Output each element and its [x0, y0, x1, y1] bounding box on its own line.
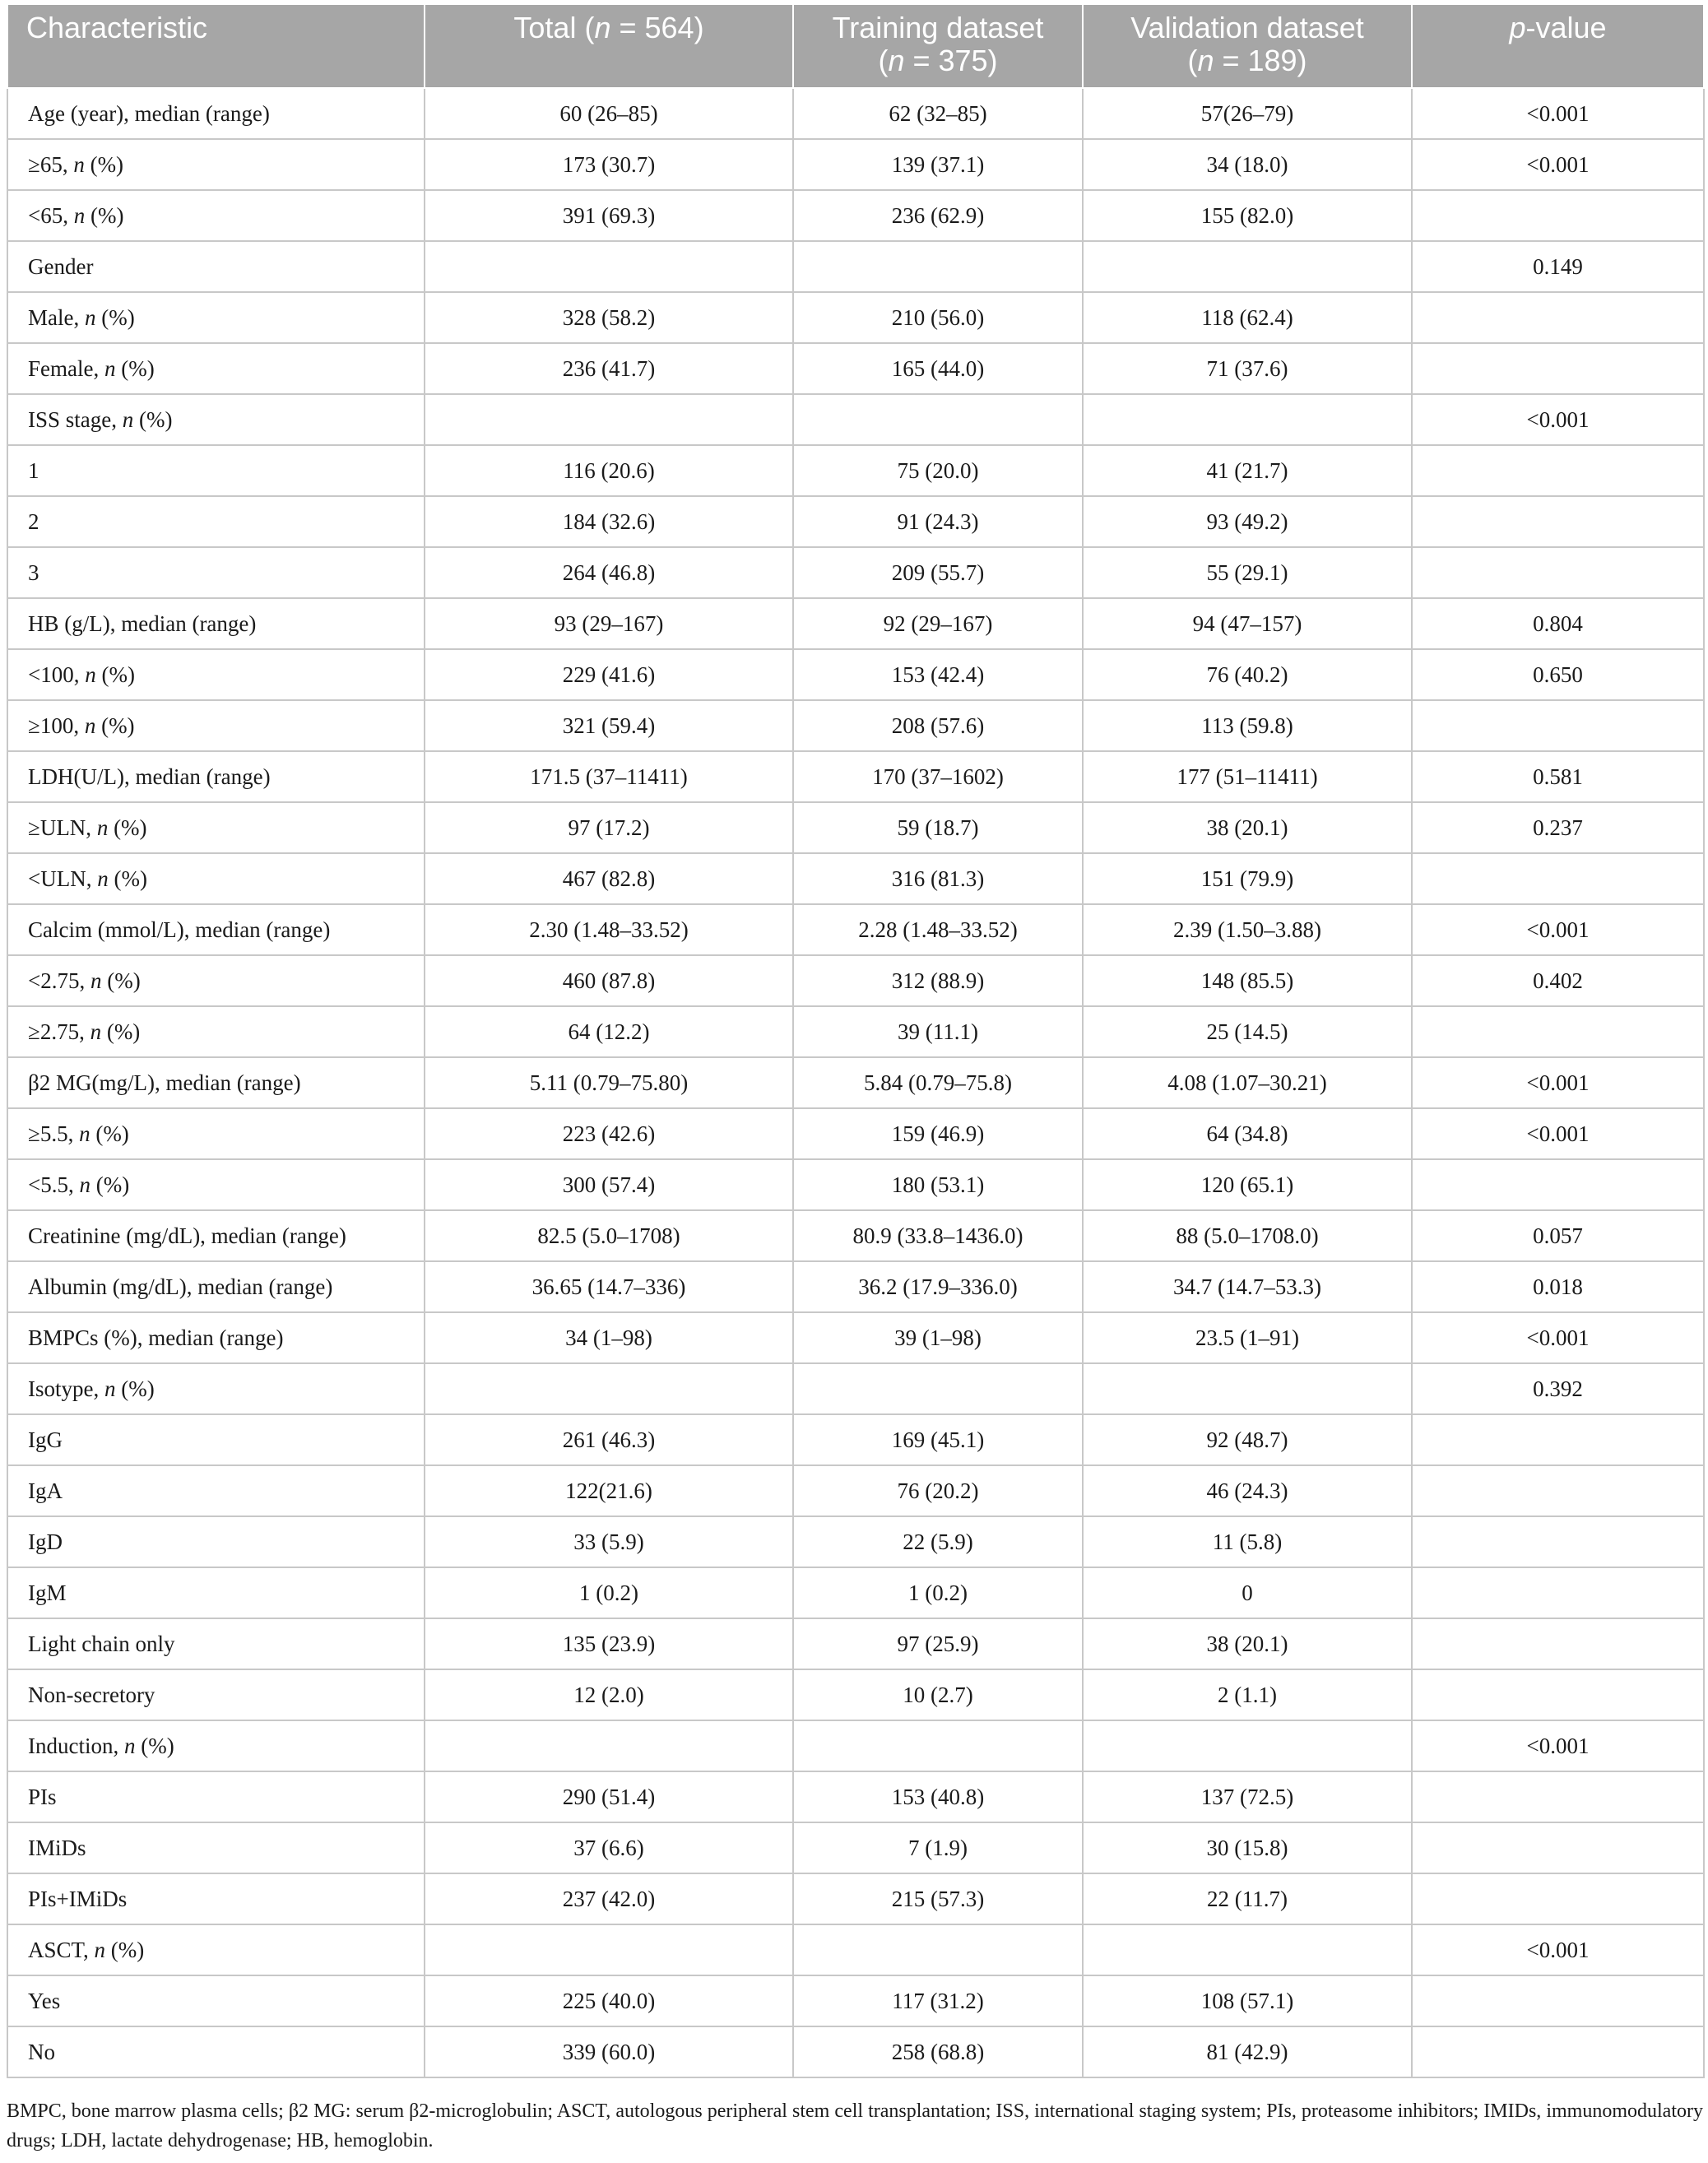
cell-total: 264 (46.8)	[425, 547, 793, 598]
cell-validation: 55 (29.1)	[1083, 547, 1412, 598]
cell-p-value: <0.001	[1412, 1312, 1704, 1363]
cell-characteristic: 3	[7, 547, 425, 598]
cell-total: 64 (12.2)	[425, 1006, 793, 1057]
cell-training	[793, 1924, 1083, 1975]
table-row	[7, 1108, 1704, 1159]
table-body	[7, 88, 1704, 2077]
cell-p-value: 0.057	[1412, 1210, 1704, 1261]
cell-training: 2.28 (1.48–33.52)	[793, 904, 1083, 955]
header-p-value: p-value	[1412, 4, 1704, 88]
cell-total: 5.11 (0.79–75.80)	[425, 1057, 793, 1108]
table-row	[7, 1822, 1704, 1873]
cell-total: 2.30 (1.48–33.52)	[425, 904, 793, 955]
cell-total: 229 (41.6)	[425, 649, 793, 700]
cell-validation: 151 (79.9)	[1083, 853, 1412, 904]
cell-p-value: 0.650	[1412, 649, 1704, 700]
cell-p-value: 0.392	[1412, 1363, 1704, 1414]
cell-validation: 38 (20.1)	[1083, 1618, 1412, 1669]
table-row	[7, 343, 1704, 394]
cell-validation: 4.08 (1.07–30.21)	[1083, 1057, 1412, 1108]
cell-total: 321 (59.4)	[425, 700, 793, 751]
cell-training: 139 (37.1)	[793, 139, 1083, 190]
cell-validation: 71 (37.6)	[1083, 343, 1412, 394]
cell-characteristic: LDH(U/L), median (range)	[7, 751, 425, 802]
table-row	[7, 1159, 1704, 1210]
cell-training: 169 (45.1)	[793, 1414, 1083, 1465]
cell-validation: 137 (72.5)	[1083, 1771, 1412, 1822]
cell-total: 460 (87.8)	[425, 955, 793, 1006]
cell-training: 5.84 (0.79–75.8)	[793, 1057, 1083, 1108]
cell-total: 184 (32.6)	[425, 496, 793, 547]
cell-p-value	[1412, 292, 1704, 343]
cell-training: 7 (1.9)	[793, 1822, 1083, 1873]
cell-total: 290 (51.4)	[425, 1771, 793, 1822]
cell-total: 171.5 (37–11411)	[425, 751, 793, 802]
cell-validation: 41 (21.7)	[1083, 445, 1412, 496]
cell-characteristic: Female, n (%)	[7, 343, 425, 394]
table-row	[7, 1771, 1704, 1822]
cell-training: 117 (31.2)	[793, 1975, 1083, 2026]
cell-training: 316 (81.3)	[793, 853, 1083, 904]
cell-total: 33 (5.9)	[425, 1516, 793, 1567]
cell-characteristic: <5.5, n (%)	[7, 1159, 425, 1210]
cell-validation: 113 (59.8)	[1083, 700, 1412, 751]
cell-characteristic: BMPCs (%), median (range)	[7, 1312, 425, 1363]
cell-training	[793, 1363, 1083, 1414]
cell-validation: 57(26–79)	[1083, 88, 1412, 139]
table-row	[7, 241, 1704, 292]
cell-characteristic: IgD	[7, 1516, 425, 1567]
cell-training: 39 (11.1)	[793, 1006, 1083, 1057]
table-row	[7, 1924, 1704, 1975]
cell-characteristic: Gender	[7, 241, 425, 292]
cell-p-value: <0.001	[1412, 1057, 1704, 1108]
cell-validation: 30 (15.8)	[1083, 1822, 1412, 1873]
cell-characteristic: Creatinine (mg/dL), median (range)	[7, 1210, 425, 1261]
cell-characteristic: Yes	[7, 1975, 425, 2026]
cell-training	[793, 394, 1083, 445]
cell-p-value	[1412, 1669, 1704, 1720]
header-row	[7, 4, 1704, 88]
cell-p-value	[1412, 1873, 1704, 1924]
table-row	[7, 2026, 1704, 2077]
cell-validation: 23.5 (1–91)	[1083, 1312, 1412, 1363]
cell-validation: 94 (47–157)	[1083, 598, 1412, 649]
header-training-dataset: Training dataset (n = 375)	[793, 4, 1083, 88]
table-row	[7, 1414, 1704, 1465]
cell-characteristic: Calcim (mmol/L), median (range)	[7, 904, 425, 955]
cell-p-value: <0.001	[1412, 1108, 1704, 1159]
cell-p-value	[1412, 1822, 1704, 1873]
cell-total: 300 (57.4)	[425, 1159, 793, 1210]
cell-characteristic: Light chain only	[7, 1618, 425, 1669]
characteristics-table-container	[7, 3, 1703, 2078]
table-row	[7, 1618, 1704, 1669]
cell-characteristic: IMiDs	[7, 1822, 425, 1873]
cell-total: 37 (6.6)	[425, 1822, 793, 1873]
cell-validation	[1083, 1924, 1412, 1975]
cell-training: 10 (2.7)	[793, 1669, 1083, 1720]
cell-validation: 92 (48.7)	[1083, 1414, 1412, 1465]
cell-p-value	[1412, 1567, 1704, 1618]
cell-total: 328 (58.2)	[425, 292, 793, 343]
cell-validation: 64 (34.8)	[1083, 1108, 1412, 1159]
cell-total	[425, 1720, 793, 1771]
cell-characteristic: β2 MG(mg/L), median (range)	[7, 1057, 425, 1108]
cell-validation: 88 (5.0–1708.0)	[1083, 1210, 1412, 1261]
table-row	[7, 1975, 1704, 2026]
cell-p-value	[1412, 1006, 1704, 1057]
cell-training: 36.2 (17.9–336.0)	[793, 1261, 1083, 1312]
cell-training: 153 (40.8)	[793, 1771, 1083, 1822]
table-row	[7, 1720, 1704, 1771]
cell-total	[425, 394, 793, 445]
table-row	[7, 394, 1704, 445]
table-row	[7, 700, 1704, 751]
cell-total: 225 (40.0)	[425, 1975, 793, 2026]
cell-validation: 93 (49.2)	[1083, 496, 1412, 547]
cell-training: 159 (46.9)	[793, 1108, 1083, 1159]
cell-p-value	[1412, 1465, 1704, 1516]
cell-training: 180 (53.1)	[793, 1159, 1083, 1210]
cell-training: 153 (42.4)	[793, 649, 1083, 700]
cell-p-value	[1412, 2026, 1704, 2077]
cell-characteristic: No	[7, 2026, 425, 2077]
cell-characteristic: PIs	[7, 1771, 425, 1822]
cell-characteristic: IgG	[7, 1414, 425, 1465]
cell-validation: 34.7 (14.7–53.3)	[1083, 1261, 1412, 1312]
cell-p-value: <0.001	[1412, 88, 1704, 139]
cell-validation: 81 (42.9)	[1083, 2026, 1412, 2077]
cell-p-value	[1412, 496, 1704, 547]
cell-total: 237 (42.0)	[425, 1873, 793, 1924]
cell-training: 208 (57.6)	[793, 700, 1083, 751]
cell-validation: 25 (14.5)	[1083, 1006, 1412, 1057]
cell-characteristic: <ULN, n (%)	[7, 853, 425, 904]
cell-p-value	[1412, 1975, 1704, 2026]
table-row	[7, 649, 1704, 700]
cell-training: 210 (56.0)	[793, 292, 1083, 343]
cell-characteristic: Age (year), median (range)	[7, 88, 425, 139]
cell-validation	[1083, 1363, 1412, 1414]
cell-characteristic: ≥2.75, n (%)	[7, 1006, 425, 1057]
table-row	[7, 751, 1704, 802]
cell-p-value: <0.001	[1412, 1720, 1704, 1771]
table-row	[7, 955, 1704, 1006]
cell-validation: 155 (82.0)	[1083, 190, 1412, 241]
cell-validation	[1083, 1720, 1412, 1771]
cell-characteristic: <2.75, n (%)	[7, 955, 425, 1006]
cell-validation: 118 (62.4)	[1083, 292, 1412, 343]
cell-validation: 0	[1083, 1567, 1412, 1618]
cell-total: 34 (1–98)	[425, 1312, 793, 1363]
cell-training: 1 (0.2)	[793, 1567, 1083, 1618]
cell-total: 116 (20.6)	[425, 445, 793, 496]
cell-characteristic: IgM	[7, 1567, 425, 1618]
cell-characteristic: ≥5.5, n (%)	[7, 1108, 425, 1159]
characteristics-table	[7, 3, 1705, 2078]
cell-total: 122(21.6)	[425, 1465, 793, 1516]
cell-characteristic: ≥ULN, n (%)	[7, 802, 425, 853]
cell-validation: 22 (11.7)	[1083, 1873, 1412, 1924]
cell-p-value	[1412, 445, 1704, 496]
cell-characteristic: PIs+IMiDs	[7, 1873, 425, 1924]
cell-p-value: 0.018	[1412, 1261, 1704, 1312]
cell-total: 236 (41.7)	[425, 343, 793, 394]
cell-validation: 38 (20.1)	[1083, 802, 1412, 853]
cell-validation: 148 (85.5)	[1083, 955, 1412, 1006]
cell-training: 258 (68.8)	[793, 2026, 1083, 2077]
table-row	[7, 1057, 1704, 1108]
table-row	[7, 1363, 1704, 1414]
table-row	[7, 88, 1704, 139]
cell-total: 82.5 (5.0–1708)	[425, 1210, 793, 1261]
cell-total: 261 (46.3)	[425, 1414, 793, 1465]
cell-total: 60 (26–85)	[425, 88, 793, 139]
cell-training: 170 (37–1602)	[793, 751, 1083, 802]
cell-total: 135 (23.9)	[425, 1618, 793, 1669]
cell-validation: 2 (1.1)	[1083, 1669, 1412, 1720]
cell-training: 312 (88.9)	[793, 955, 1083, 1006]
cell-characteristic: Induction, n (%)	[7, 1720, 425, 1771]
cell-total: 12 (2.0)	[425, 1669, 793, 1720]
cell-training: 76 (20.2)	[793, 1465, 1083, 1516]
cell-validation: 108 (57.1)	[1083, 1975, 1412, 2026]
cell-total: 391 (69.3)	[425, 190, 793, 241]
cell-characteristic: IgA	[7, 1465, 425, 1516]
cell-total	[425, 1924, 793, 1975]
cell-total: 36.65 (14.7–336)	[425, 1261, 793, 1312]
table-row	[7, 1567, 1704, 1618]
cell-validation	[1083, 241, 1412, 292]
table-row	[7, 445, 1704, 496]
cell-characteristic: Albumin (mg/dL), median (range)	[7, 1261, 425, 1312]
cell-training: 22 (5.9)	[793, 1516, 1083, 1567]
table-footnote: BMPC, bone marrow plasma cells; β2 MG: serum β2-microglobulin; ASCT, autologous peripheral stem cell transplantation; ISS, international staging system; PIs, proteasome inhibitors; IMIDs, immunomodulatory drugs; LDH, lactate dehydrogenase; HB, hemoglobin.	[7, 2100, 1703, 2151]
cell-total: 1 (0.2)	[425, 1567, 793, 1618]
cell-training: 91 (24.3)	[793, 496, 1083, 547]
table-row	[7, 1006, 1704, 1057]
cell-characteristic: ≥65, n (%)	[7, 139, 425, 190]
cell-total: 339 (60.0)	[425, 2026, 793, 2077]
table-row	[7, 1873, 1704, 1924]
table-row	[7, 292, 1704, 343]
cell-training: 165 (44.0)	[793, 343, 1083, 394]
table-row	[7, 547, 1704, 598]
cell-training: 39 (1–98)	[793, 1312, 1083, 1363]
cell-characteristic: <65, n (%)	[7, 190, 425, 241]
cell-p-value: 0.237	[1412, 802, 1704, 853]
cell-training: 59 (18.7)	[793, 802, 1083, 853]
cell-validation: 120 (65.1)	[1083, 1159, 1412, 1210]
table-row	[7, 904, 1704, 955]
cell-validation: 76 (40.2)	[1083, 649, 1412, 700]
cell-p-value	[1412, 1516, 1704, 1567]
cell-training	[793, 241, 1083, 292]
table-row	[7, 496, 1704, 547]
cell-p-value: <0.001	[1412, 394, 1704, 445]
cell-validation: 34 (18.0)	[1083, 139, 1412, 190]
cell-characteristic: ≥100, n (%)	[7, 700, 425, 751]
cell-p-value	[1412, 700, 1704, 751]
cell-p-value: <0.001	[1412, 904, 1704, 955]
cell-characteristic: ASCT, n (%)	[7, 1924, 425, 1975]
cell-validation: 2.39 (1.50–3.88)	[1083, 904, 1412, 955]
table-row	[7, 1261, 1704, 1312]
cell-validation: 46 (24.3)	[1083, 1465, 1412, 1516]
table-row	[7, 1516, 1704, 1567]
cell-characteristic: HB (g/L), median (range)	[7, 598, 425, 649]
cell-p-value	[1412, 1618, 1704, 1669]
table-row	[7, 1210, 1704, 1261]
cell-p-value: 0.402	[1412, 955, 1704, 1006]
table-row	[7, 802, 1704, 853]
cell-training: 80.9 (33.8–1436.0)	[793, 1210, 1083, 1261]
cell-training: 215 (57.3)	[793, 1873, 1083, 1924]
table-row	[7, 190, 1704, 241]
table-row	[7, 1465, 1704, 1516]
cell-p-value	[1412, 1771, 1704, 1822]
cell-characteristic: ISS stage, n (%)	[7, 394, 425, 445]
cell-p-value	[1412, 1159, 1704, 1210]
cell-validation: 177 (51–11411)	[1083, 751, 1412, 802]
header-validation-dataset: Validation dataset (n = 189)	[1083, 4, 1412, 88]
cell-training: 92 (29–167)	[793, 598, 1083, 649]
header-total: Total (n = 564)	[425, 4, 793, 88]
cell-training: 209 (55.7)	[793, 547, 1083, 598]
cell-total	[425, 241, 793, 292]
cell-validation: 11 (5.8)	[1083, 1516, 1412, 1567]
cell-training	[793, 1720, 1083, 1771]
cell-total: 173 (30.7)	[425, 139, 793, 190]
cell-characteristic: <100, n (%)	[7, 649, 425, 700]
cell-p-value	[1412, 1414, 1704, 1465]
cell-training: 97 (25.9)	[793, 1618, 1083, 1669]
table-row	[7, 853, 1704, 904]
table-row	[7, 598, 1704, 649]
cell-p-value: <0.001	[1412, 1924, 1704, 1975]
cell-p-value: <0.001	[1412, 139, 1704, 190]
table-row	[7, 1669, 1704, 1720]
cell-p-value	[1412, 190, 1704, 241]
cell-p-value: 0.149	[1412, 241, 1704, 292]
cell-training: 62 (32–85)	[793, 88, 1083, 139]
cell-characteristic: 1	[7, 445, 425, 496]
cell-total: 93 (29–167)	[425, 598, 793, 649]
cell-p-value	[1412, 853, 1704, 904]
cell-validation	[1083, 394, 1412, 445]
cell-characteristic: Non-secretory	[7, 1669, 425, 1720]
cell-characteristic: 2	[7, 496, 425, 547]
cell-p-value: 0.804	[1412, 598, 1704, 649]
cell-p-value	[1412, 343, 1704, 394]
header-characteristic: Characteristic	[7, 4, 425, 88]
table-row	[7, 1312, 1704, 1363]
table-row	[7, 139, 1704, 190]
cell-total: 223 (42.6)	[425, 1108, 793, 1159]
cell-total: 97 (17.2)	[425, 802, 793, 853]
cell-training: 75 (20.0)	[793, 445, 1083, 496]
cell-total	[425, 1363, 793, 1414]
cell-characteristic: Male, n (%)	[7, 292, 425, 343]
cell-characteristic: Isotype, n (%)	[7, 1363, 425, 1414]
cell-total: 467 (82.8)	[425, 853, 793, 904]
cell-p-value	[1412, 547, 1704, 598]
cell-training: 236 (62.9)	[793, 190, 1083, 241]
cell-p-value: 0.581	[1412, 751, 1704, 802]
